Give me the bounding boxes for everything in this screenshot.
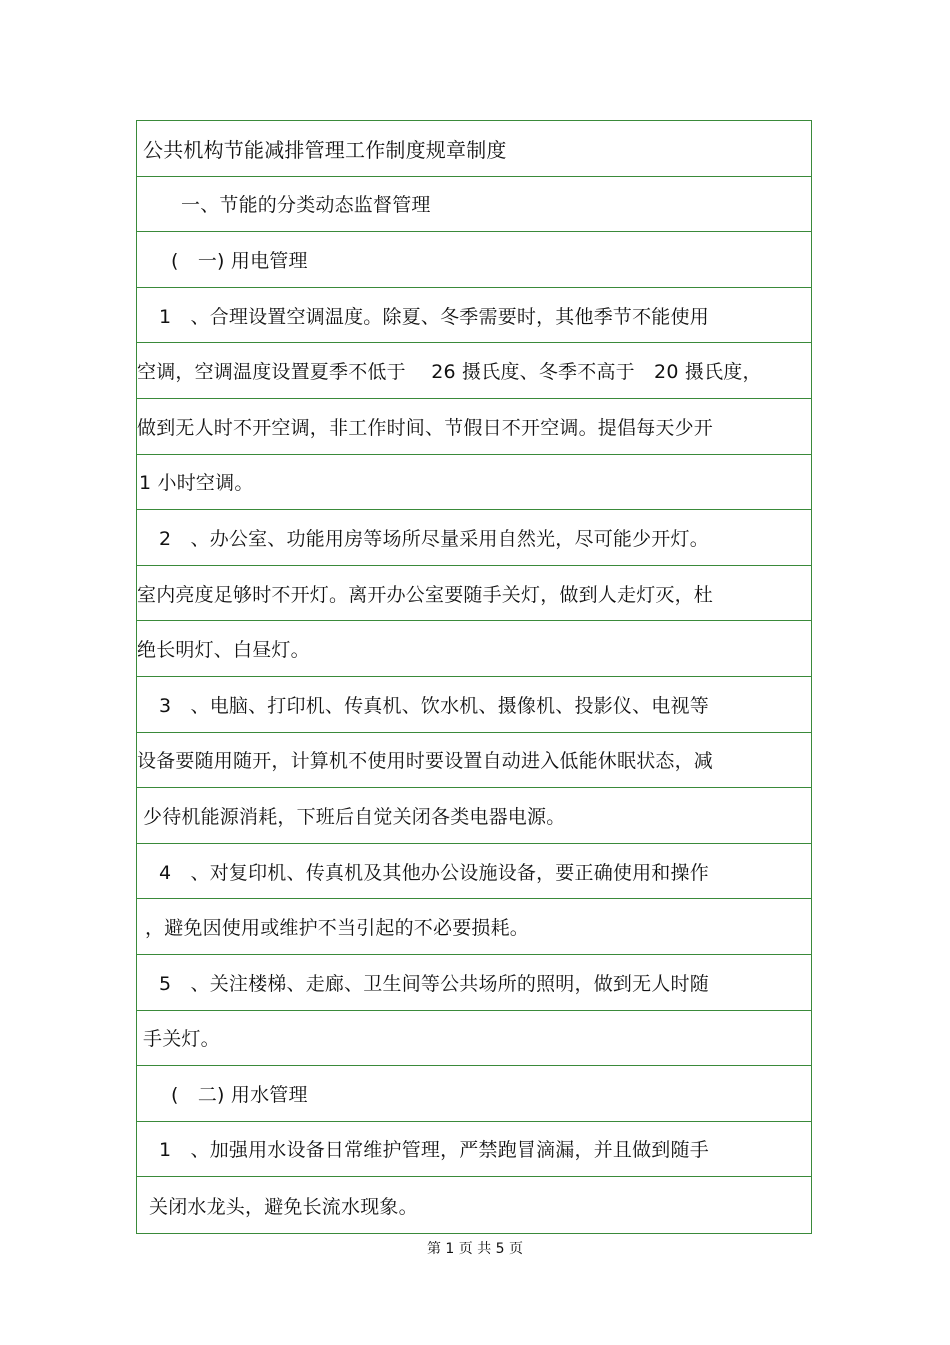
text-line (137, 510, 811, 566)
text-line (137, 1122, 811, 1178)
paragraph-line: 3 、电脑、打印机、传真机、饮水机、摄像机、投影仪、电视等 (159, 694, 709, 717)
paragraph-line: 4 、对复印机、传真机及其他办公设施设备，要正确使用和操作 (159, 861, 709, 884)
document-title-row (137, 121, 811, 177)
text-line (137, 621, 811, 677)
text-line (137, 566, 811, 622)
paragraph-line: 绝长明灯、白昼灯。 (137, 639, 310, 662)
paragraph-line: 室内亮度足够时不开灯。离开办公室要随手关灯，做到人走灯灭，杜 (137, 583, 714, 606)
text-line (137, 844, 811, 900)
text-line (137, 455, 811, 511)
text-line (137, 733, 811, 789)
text-line (137, 1011, 811, 1067)
text-line (137, 899, 811, 955)
text-line (137, 177, 811, 233)
paragraph-line: 1 、加强用水设备日常维护管理，严禁跑冒滴漏，并且做到随手 (159, 1139, 709, 1162)
paragraph-line: 5 、关注楼梯、走廊、卫生间等公共场所的照明，做到无人时随 (159, 972, 709, 995)
text-line (137, 677, 811, 733)
paragraph-line: 1 、合理设置空调温度。除夏、冬季需要时，其他季节不能使用 (159, 305, 709, 328)
paragraph-line: 做到无人时不开空调，非工作时间、节假日不开空调。提倡每天少开 (137, 416, 714, 439)
text-line (137, 343, 811, 399)
subsection-heading: ( 二) 用水管理 (171, 1083, 308, 1106)
paragraph-line: 1 小时空调。 (139, 472, 254, 495)
paragraph-line: 空调，空调温度设置夏季不低于 26 摄氏度、冬季不高于 20 摄氏度， (137, 361, 762, 384)
paragraph-line: 少待机能源消耗，下班后自觉关闭各类电器电源。 (143, 805, 566, 828)
text-line (137, 399, 811, 455)
subsection-heading: ( 一) 用电管理 (171, 249, 308, 272)
paragraph-line: 设备要随用随开，计算机不使用时要设置自动进入低能休眠状态，减 (137, 750, 714, 773)
document-table (136, 120, 812, 1234)
text-line (137, 1177, 811, 1233)
paragraph-line: ，避免因使用或维护不当引起的不必要损耗。 (145, 917, 530, 940)
paragraph-line: 关闭水龙头，避免长流水现象。 (149, 1195, 418, 1218)
text-line (137, 788, 811, 844)
page-number-footer (0, 1238, 950, 1258)
section-heading: 一、节能的分类动态监督管理 (181, 194, 431, 217)
document-title: 公共机构节能减排管理工作制度规章制度 (143, 137, 507, 162)
text-line (137, 1066, 811, 1122)
page-number-label: 第 1 页 共 5 页 (426, 1241, 524, 1257)
paragraph-line: 2 、办公室、功能用房等场所尽量采用自然光，尽可能少开灯。 (159, 527, 709, 550)
paragraph-line: 手关灯。 (143, 1028, 220, 1051)
text-line (137, 288, 811, 344)
text-line (137, 232, 811, 288)
text-line (137, 955, 811, 1011)
